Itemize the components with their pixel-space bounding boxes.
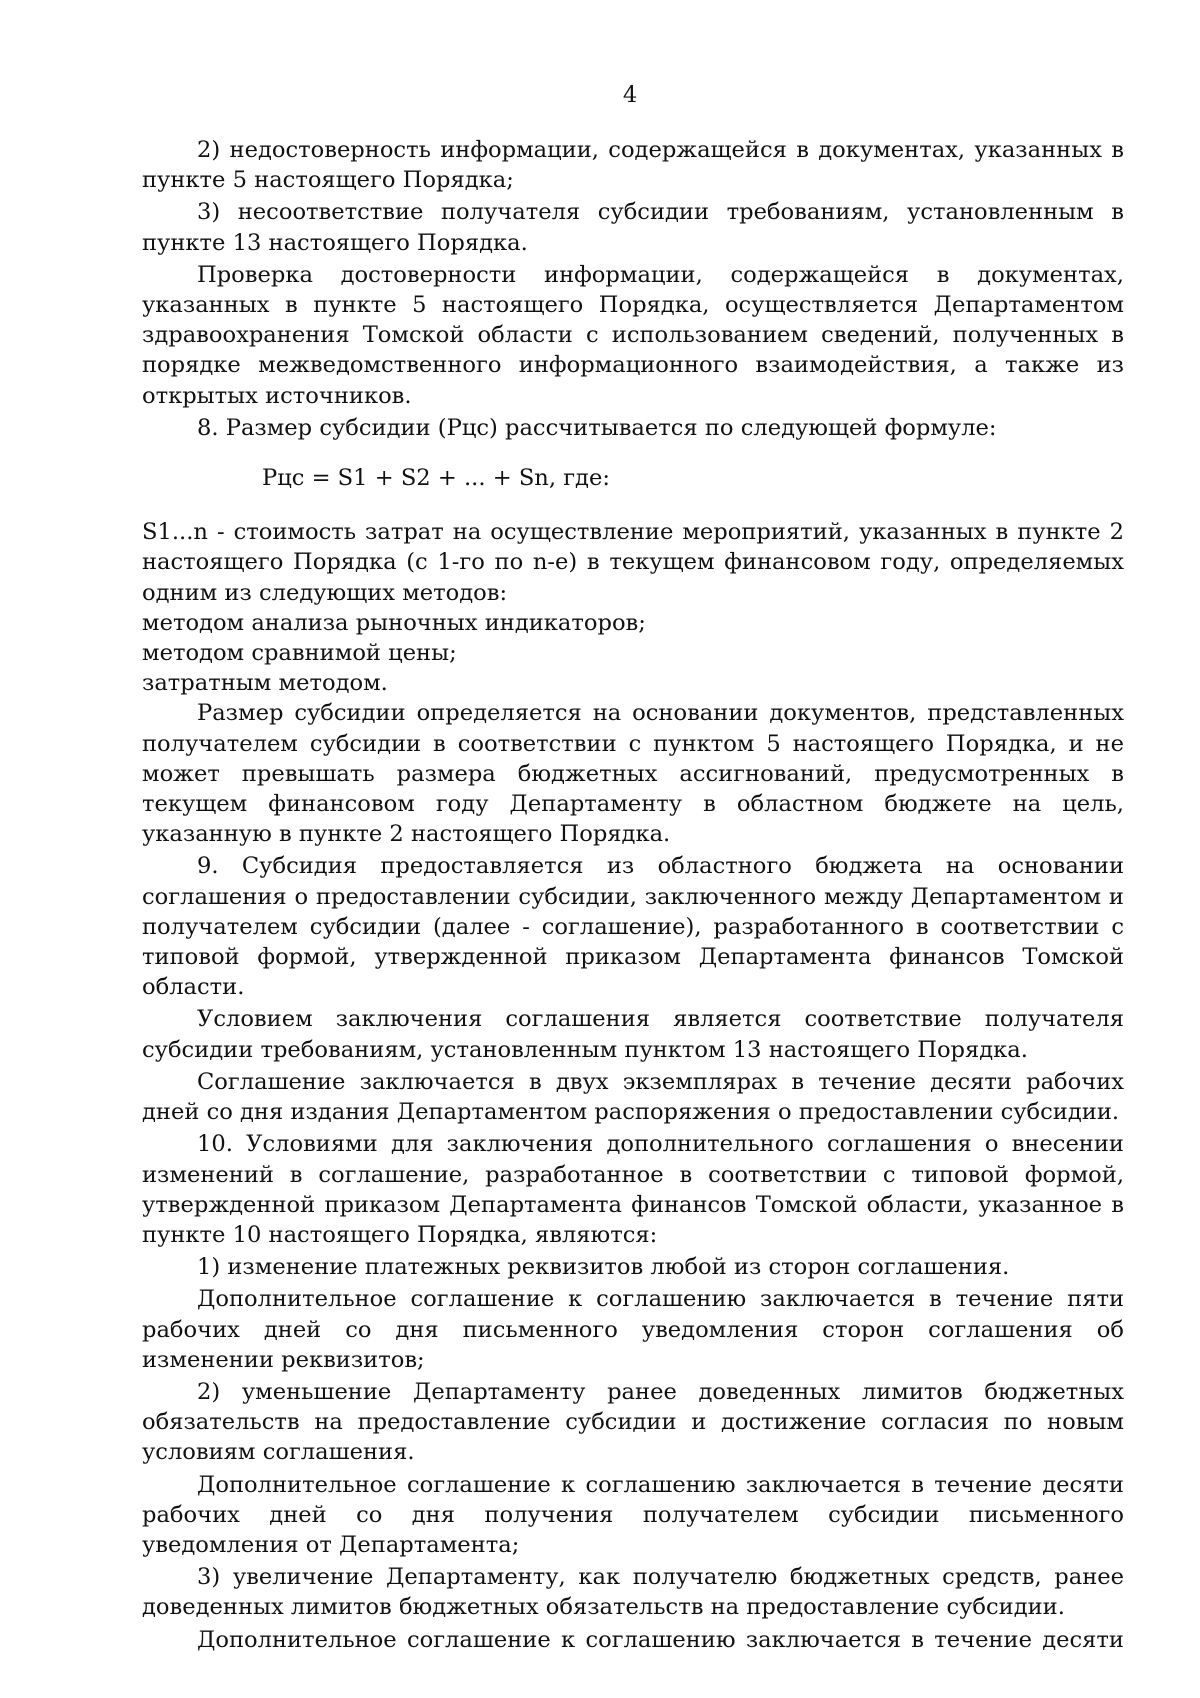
subsidy-formula: Рцс = S1 + S2 + ... + Sn, где: [262,465,610,492]
method-market-indicators: методом анализа рыночных индикаторов; [142,609,646,636]
paragraph-condition-2-term: Дополнительное соглашение к соглашению заключается в течение десяти рабочих дней со дня получения получателем субсидии письменного уведомления от Департамента; [142,1471,1124,1558]
paragraph-verification: Проверка достоверности информации, содержащейся в документах, указанных в пункте 5 настоящего Порядка, осуществляется Департаментом здравоохранения Томской области с использованием сведений, полученных в порядке межведомственного информационного взаимодействия, а также из открытых источников. [142,261,1124,409]
paragraph-condition-3: 3) увеличение Департаменту, как получателю бюджетных средств, ранее доведенных лимитов бюджетных обязательств на предоставление субсидии. [142,1564,1124,1621]
paragraph-subsidy-size: Размер субсидии определяется на основании документов, представленных получателем субсидии в соответствии с пунктом 5 настоящего Порядка, и не может превышать размера бюджетных ассигнований, предусмотренных в текущем финансовом году Департаменту в областном бюджете на цель, указанную в пункте 2 настоящего Порядка. [142,700,1124,848]
paragraph-item-3-noncompliance: 3) несоответствие получателя субсидии требованиям, установленным в пункте 13 настоящего Порядка. [142,199,1124,256]
paragraph-section-9: 9. Субсидия предоставляется из областного бюджета на основании соглашения о предоставлении субсидии, заключенного между Департаментом и получателем субсидии (далее - соглашение), разработанного в соответствии с типовой формой, утвержденной приказом Департамента финансов Томской области. [142,853,1124,1001]
paragraph-condition-1: 1) изменение платежных реквизитов любой из сторон соглашения. [197,1254,1010,1281]
paragraph-agreement-copies: Соглашение заключается в двух экземплярах в течение десяти рабочих дней со дня издания Департаментом распоряжения о предоставлении субсидии. [142,1068,1124,1126]
document-body [142,133,1124,1655]
page-number: 4 [622,82,638,108]
paragraph-section-8: 8. Размер субсидии (Рцс) рассчитывается по следующей формуле: [197,414,997,441]
paragraph-condition-3-term: Дополнительное соглашение к соглашению заключается в течение десяти [197,1626,1124,1653]
paragraph-item-2-unreliable-info: 2) недостоверность информации, содержащейся в документах, указанных в пункте 5 настоящего Порядка; [142,137,1124,194]
method-cost-based: затратным методом. [142,670,388,697]
paragraph-condition-1-term: Дополнительное соглашение к соглашению заключается в течение пяти рабочих дней со дня письменного уведомления сторон соглашения об изменении реквизитов; [142,1286,1124,1373]
method-comparable-price: методом сравнимой цены; [142,640,457,667]
paragraph-section-10: 10. Условиями для заключения дополнительного соглашения о внесении изменений в соглашение, разработанное в соответствии с типовой формой, утвержденной приказом Департамента финансов Томской области, указанное в пункте 10 настоящего Порядка, являются: [142,1131,1124,1248]
paragraph-agreement-condition: Условием заключения соглашения является соответствие получателя субсидии требованиям, установленным пунктом 13 настоящего Порядка. [142,1006,1124,1063]
paragraph-formula-definition: S1...n - стоимость затрат на осуществление мероприятий, указанных в пункте 2 настоящего Порядка (с 1-го по n-е) в текущем финансовом году, определяемых одним из следующих методов: [142,519,1124,606]
paragraph-condition-2: 2) уменьшение Департаменту ранее доведенных лимитов бюджетных обязательств на предоставление субсидии и достижение согласия по новым условиям соглашения. [142,1378,1124,1466]
